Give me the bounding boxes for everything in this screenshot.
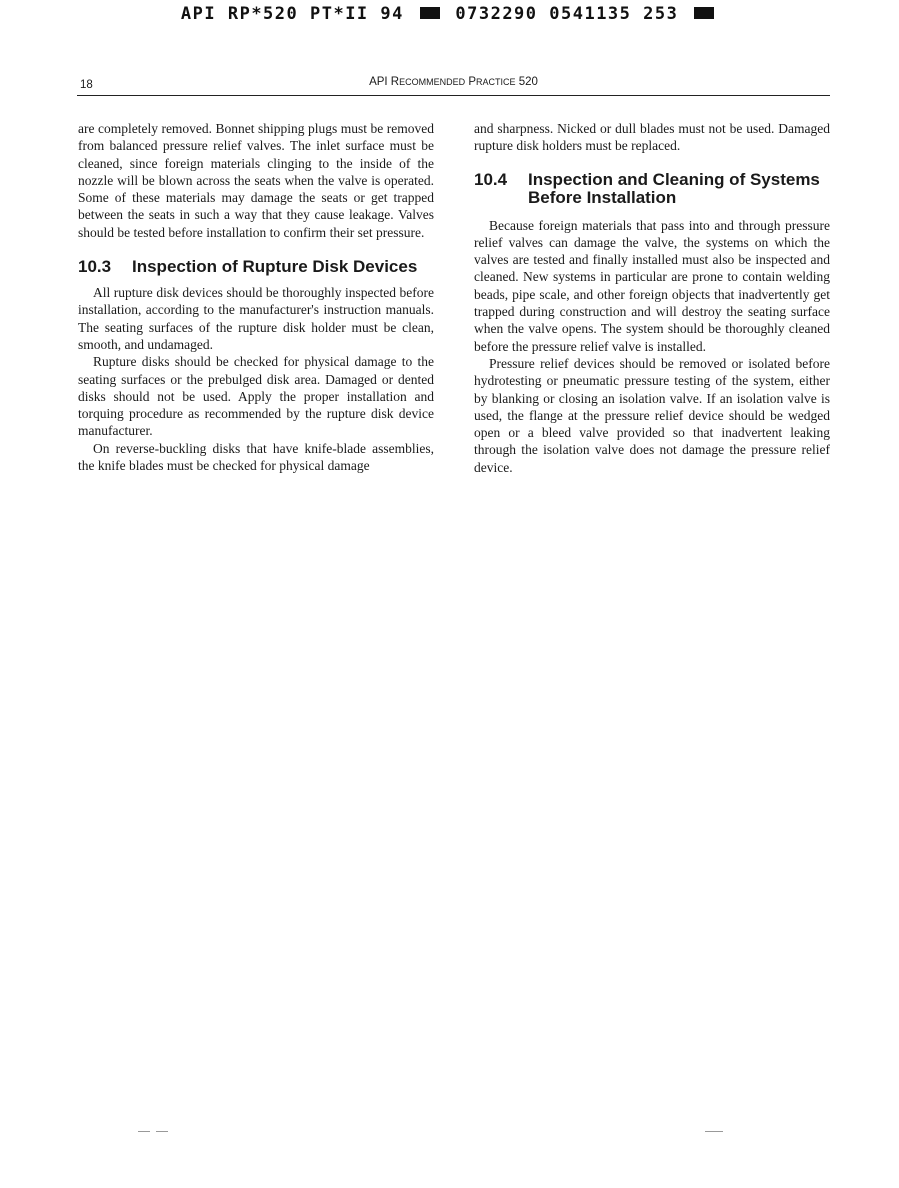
left-column xyxy=(78,120,434,474)
body-paragraph: Pressure relief devices should be removed or isolated before hydrotesting or pneumatic pressure testing of the system, either by blanking or closing an isolation valve. If an isolation valve is used, the flange at the pressure relief device should be wedged open or a bleed valve provided so that inadvertent leaking through the isolation valve does not damage the pressure relief device. xyxy=(474,355,830,475)
running-title-smallcaps-1: ECOMMENDED xyxy=(399,77,466,87)
document-code: API RP*520 PT*II 94 xyxy=(180,4,404,24)
running-title-mid: P xyxy=(465,76,477,88)
page-header xyxy=(77,76,830,96)
section-heading-10-3 xyxy=(78,258,434,276)
running-title-smallcaps-2: RACTICE xyxy=(476,77,516,87)
running-title xyxy=(77,76,830,88)
scan-mark xyxy=(705,1131,723,1132)
running-title-prefix: API R xyxy=(369,76,400,88)
document-serial: 0732290 0541135 253 xyxy=(455,4,679,24)
section-number: 10.4 xyxy=(474,169,508,189)
section-title: Inspection and Cleaning of Systems Before Installation xyxy=(528,169,820,207)
running-title-suffix: 520 xyxy=(515,76,538,88)
body-paragraph: On reverse-buckling disks that have knife-blade assemblies, the knife blades must be checked for physical damage xyxy=(78,440,434,474)
body-paragraph: Rupture disks should be checked for physical damage to the seating surfaces or the prebulged disk area. Damaged or dented disks should not be used. Apply the proper installation and torquing procedure as recommended by the rupture disk device manufacturer. xyxy=(78,354,434,439)
document-code-line xyxy=(0,4,899,24)
section-heading-10-4 xyxy=(474,171,830,207)
scan-mark xyxy=(156,1131,168,1132)
body-paragraph: Because foreign materials that pass into and through pressure relief valves can damage the valve, the systems on which the valves are tested and finally installed must also be inspected and cleaned. New systems in particular are prone to contain welding beads, pipe scale, and other foreign objects that inadvertently get trapped during construction and will destroy the seating surface when the valve opens. The system should be thoroughly cleaned before the pressure relief valve is installed. xyxy=(474,217,830,354)
right-column xyxy=(474,120,830,476)
barcode-block xyxy=(694,7,714,19)
header-rule xyxy=(77,95,830,96)
section-title: Inspection of Rupture Disk Devices xyxy=(132,257,418,277)
scan-mark xyxy=(138,1131,150,1132)
continued-paragraph: and sharpness. Nicked or dull blades must not be used. Damaged rupture disk holders must be replaced. xyxy=(474,121,830,154)
body-paragraph: All rupture disk devices should be thoroughly inspected before installation, according to the manufacturer's instruction manuals. The seating surfaces of the rupture disk holder must be clean, smooth, and undamaged. xyxy=(78,285,434,352)
page-number: 18 xyxy=(80,79,93,91)
section-number: 10.3 xyxy=(78,257,112,277)
continued-paragraph: are completely removed. Bonnet shipping plugs must be removed from balanced pressure relief valves. The inlet surface must be cleaned, since foreign materials clinging to the inside of the nozzle will be blown across the seats when the valve is operated. Some of these materials may damage the seats or get trapped between the seats in such a way that they cause leakage. Valves should be tested before installation to confirm their set pressure. xyxy=(78,121,434,240)
barcode-block xyxy=(420,7,440,19)
